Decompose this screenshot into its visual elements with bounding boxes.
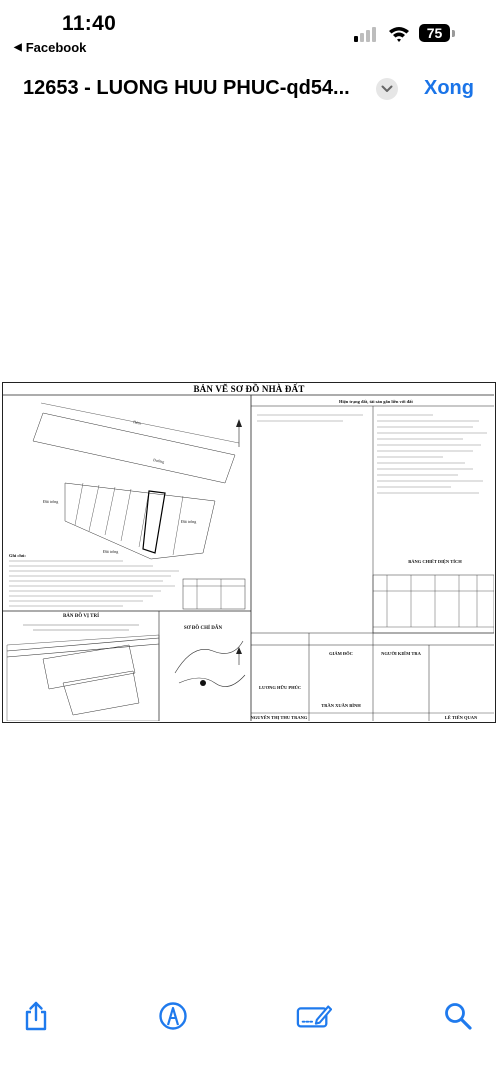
signer-tien: LÊ TIẾN QUAN <box>444 715 478 720</box>
location-map-title: BẢN ĐỒ VỊ TRÍ <box>62 614 100 619</box>
document-preview[interactable] <box>0 375 498 725</box>
sheet-title: BẢN VẼ SƠ ĐỒ NHÀ ĐẤT <box>193 384 305 394</box>
back-to-app-link[interactable] <box>14 40 86 55</box>
chevron-down-icon[interactable] <box>376 78 398 100</box>
land-plan-sheet <box>2 382 496 723</box>
svg-text:Đường: Đường <box>152 457 165 465</box>
markup-icon[interactable] <box>155 998 191 1034</box>
right-header: Hiện trạng đất, tài sản gắn liền với đất <box>339 399 413 404</box>
svg-text:Đất trống: Đất trống <box>103 549 119 554</box>
signer-nguyen: NGUYỄN THỊ THU TRANG <box>250 715 308 720</box>
status-bar <box>0 0 498 60</box>
search-icon[interactable] <box>440 998 476 1034</box>
back-app-label: Facebook <box>25 40 87 55</box>
signer-luong: LƯƠNG HỮU PHÚC <box>259 685 302 690</box>
guide-map-title: SƠ ĐỒ CHỈ DẪN <box>183 626 223 631</box>
sheet-drawing <box>3 383 494 721</box>
checker-label: NGƯỜI KIỂM TRA <box>381 651 421 656</box>
status-time: 11:40 <box>62 12 117 35</box>
done-button[interactable]: Xong <box>424 77 474 99</box>
document-title[interactable]: 12653 - LUONG HUU PHUC-qd54... <box>23 77 350 99</box>
battery-icon: 75 <box>419 24 450 42</box>
back-arrow-icon: ◀ <box>14 42 22 53</box>
svg-text:Hẻm: Hẻm <box>132 419 142 426</box>
svg-text:Ghi chú:: Ghi chú: <box>9 553 26 558</box>
wifi-icon <box>388 25 410 43</box>
signal-icon <box>354 26 380 42</box>
title-bar <box>0 70 498 110</box>
svg-text:Đất trống: Đất trống <box>181 519 197 524</box>
bottom-toolbar <box>0 990 498 1040</box>
battery-tip <box>452 30 455 37</box>
share-icon[interactable] <box>18 998 54 1034</box>
svg-text:Đất trống: Đất trống <box>43 499 59 504</box>
director-label: GIÁM ĐỐC <box>329 651 353 656</box>
area-table-title: BẢNG CHIẾT DIỆN TÍCH <box>408 559 462 564</box>
annotate-icon[interactable] <box>296 998 332 1034</box>
signer-tran: TRẦN XUÂN BÌNH <box>321 703 361 708</box>
